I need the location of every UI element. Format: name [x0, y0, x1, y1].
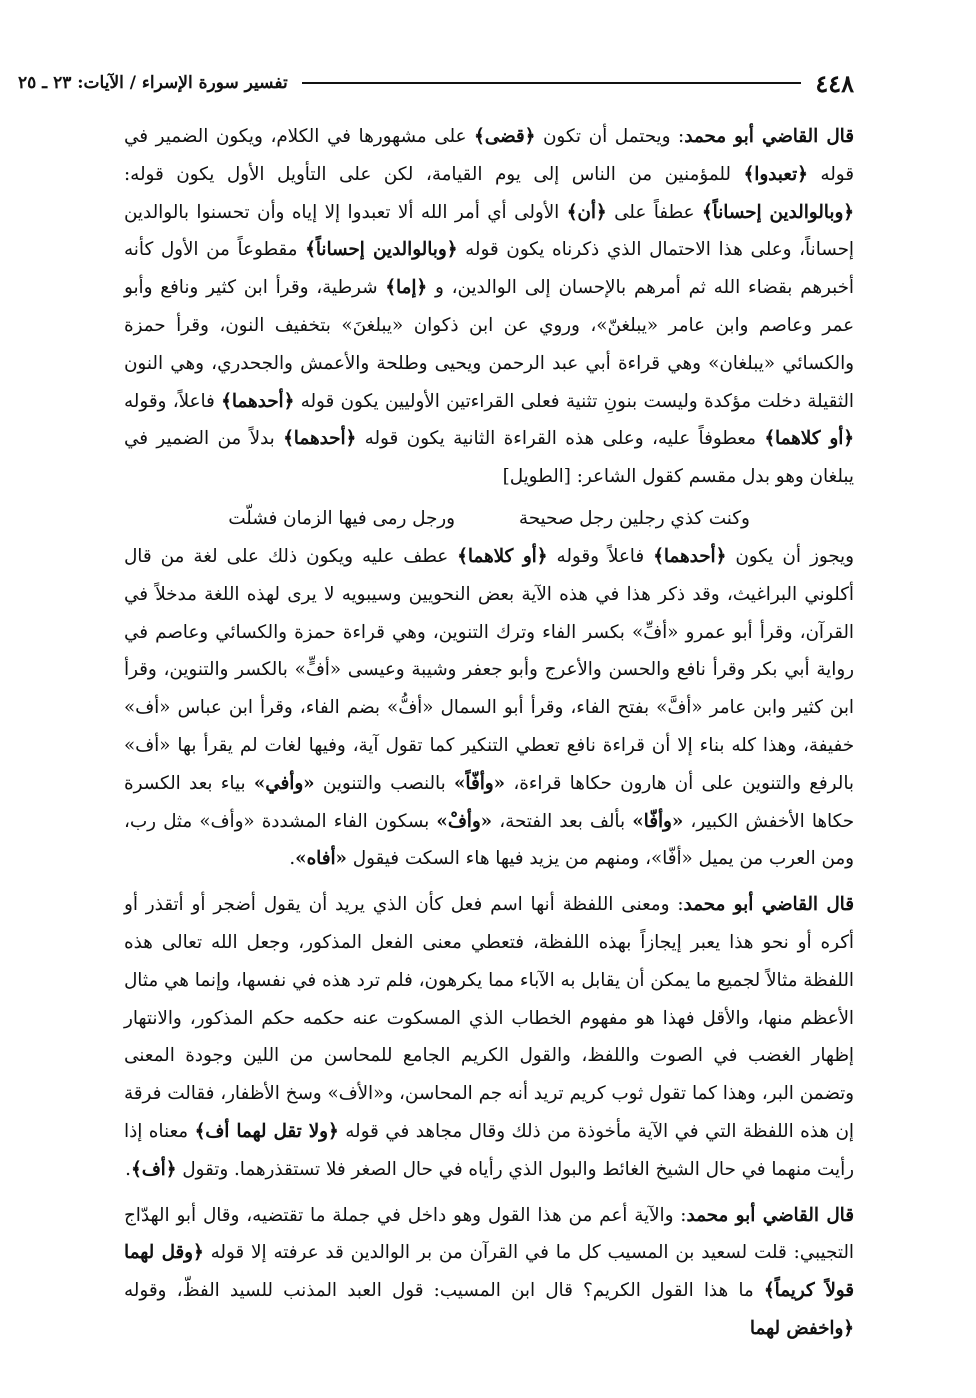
reading-variant: «وأفّا» — [632, 810, 684, 832]
reading-variant: «وأفّاً» — [453, 772, 506, 794]
text-run: بدلاً من الضمير في يبلغان وهو بدل مقسم كقول الشاعر: [الطويل] — [124, 428, 854, 488]
text-run: عطف عليه ويكون ذلك على لغة من قال أكلوني البراغيث، وقد ذكر هذا في هذه الآية بعض النحويين وسيبويه لا يرى لهذه اللغة مدخلاً في القرآن، وقرأ أبو عمرو «أفِّ» بكسر الفاء وترك التنوين، وهي قراءة حمزة والكسائي وعاصم في رواية أبي بكر وقرأ نافع والحسن والأعرج وأبو جعفر وشيبة وعيسى «أفٍّ» بالكسر والتنوين، وقرأ ابن كثير وابن عامر «أفَّ» بفتح الفاء، وقرأ أبو السمال «أفُّ» بضم الفاء، وقرأ ابن عباس «أف» خفيفة، وهذا كله بناء إلا أن قراءة نافع تعطي التنكير كما تقول آية، وفيها لغات لم يقرأ بها «أف» بالرفع والتنوين على أن هارون حكاها قراءة، — [124, 545, 854, 794]
text-run: : ويحتمل أن تكون — [535, 126, 685, 147]
text-run: شرطية، وقرأ ابن كثير ونافع وأبو عمر وعاصم وابن عامر «يبلغنّ»، وروي عن ابن ذكوان «يبلغنَ» بتخفيف النون، وقرأ حمزة والكسائي «يبلغان» وهي قراءة أبي عبد الرحمن ويحيى وطلحة والأعمش والجحدري، وهي النون الثقيلة دخلت مؤكدة وليست بنونِ تثنية فعلى القراءتين الأوليين يكون قوله — [124, 277, 855, 412]
text-run: بالنصب والتنوين — [314, 772, 454, 794]
quran-quote: ﴿إما﴾ — [385, 277, 428, 299]
quran-quote: ﴿وبالوالدين إحساناً﴾ — [305, 239, 458, 261]
quran-quote: ﴿واخفض لهما — [749, 1317, 854, 1339]
paragraph — [124, 118, 854, 496]
quran-quote: ﴿أحدهما﴾ — [221, 390, 295, 412]
reading-variant: «وأفي» — [253, 772, 315, 794]
quran-quote: ﴿أو كلاهما﴾ — [457, 545, 548, 567]
speaker-label: قال القاضي أبو محمد — [683, 894, 854, 916]
paragraph — [124, 886, 854, 1188]
text-run: : والآية أعم من هذا القول وهو داخل في جملة ما تقتضيه، وقال أبو الهدّاج التجيبي: قلت لسعيد بن المسيب كل ما في القرآن من بر الوالدين قد عرفته إلا قوله — [124, 1204, 854, 1264]
text-run: : ومعنى اللفظة أنها اسم فعل كأن الذي يريد أن يقول أضجر أو أتقذر أو أكره أو نحو هذا يعبر إيجازاً بهذه اللفظة، فتعطي معنى الفعل المذكور، وجعل الله تعالى هذه اللفظة مثالاً لجميع ما يمكن أن يقابل به الآباء مما يكرهون، فلم ترد هذه في نفسها، وإنما هي مثال الأعظم منها، والأقل فهذا هو مفهوم الخطاب الذي المسكوت عنه حكمه حكم المذكور، والانتهار إظهار الغضب في الصوت واللفظ، والقول الكريم الجامع للمحاسن من اللين وجودة المعنى وتضمن البر، وهذا كما تقول ثوب كريم تريد أنه جم المحاسن، و«الأف» وسخ الأظفار، فقالت فرقة إن هذه اللفظة التي في الآية مأخوذة من ذلك وقال مجاهد في قوله — [124, 894, 854, 1142]
text-run: بألف بعد الفتحة، — [492, 810, 633, 832]
quran-quote: ﴿أن﴾ — [566, 201, 607, 223]
header-rule — [302, 82, 802, 84]
reading-variant: «وأفْ» — [436, 810, 493, 832]
poetry-verse — [124, 500, 854, 538]
verse-hemistich-first: وكنت كذي رجلين رجل صحيحة — [518, 507, 750, 529]
speaker-label: قال القاضي أبو محمد — [684, 126, 854, 147]
text-run: فاعلاً، وقوله — [124, 390, 222, 412]
quran-quote: ﴿وبالوالدين إحساناً﴾ — [701, 201, 854, 223]
text-run: ويجوز أن يكون — [726, 545, 854, 567]
quran-quote: ﴿أو كلاهما﴾ — [764, 428, 854, 450]
text-run: ما هذا القول الكريم؟ قال ابن المسيب: قول العبد المذنب للسيد الفظّ، وقوله — [124, 1280, 764, 1302]
page-body — [124, 118, 854, 1348]
text-run: مقطوعاً من الأول كأنه أخبرهم بقضاء الله ثم أمرهم بالإحسان إلى الوالدين، و — [124, 239, 854, 299]
text-run: الأولى أي أمر الله ألا تعبدوا إلا إياه وأن تحسنوا بالوالدين إحساناً، وعلى هذا الاحتمال الذي ذكرناه يكون قوله — [124, 201, 854, 261]
paragraph — [124, 1197, 854, 1348]
paragraph — [124, 538, 854, 878]
text-run: على مشهورها في الكلام، ويكون الضمير في قوله — [124, 126, 854, 185]
text-run: بسكون الفاء المشددة «وأف» مثل رب، ومن العرب من يميل «أفّا»، ومنهم من يزيد فيها هاء السكت فيقول — [124, 810, 854, 870]
text-run: بياء بعد الكسرة حكاها الأخفش الكبير، — [124, 772, 854, 832]
quran-quote: ﴿أف﴾ — [130, 1158, 177, 1180]
running-title: تفسير سورة الإسراء / الآيات: ٢٣ ـ ٢٥ — [18, 73, 288, 93]
text-run: فاعلاً وقوله — [547, 545, 654, 567]
text-run: للمؤمنين من الناس إلى يوم القيامة، لكن على التأويل الأول يكون قوله: — [124, 163, 744, 185]
running-header — [18, 66, 854, 100]
text-run: . — [289, 848, 296, 870]
quran-quote: ﴿قضى﴾ — [474, 126, 536, 147]
text-run: عطفاً على — [606, 201, 702, 223]
quran-quote: ﴿تعبدوا﴾ — [743, 163, 808, 185]
text-run: معطوفاً عليه، وعلى هذه القراءة الثانية يكون قوله — [356, 428, 765, 450]
speaker-label: قال القاضي أبو محمد — [686, 1204, 854, 1226]
text-run: معناه إذا رأيت منهما في حال الشيخ الغائط والبول الذي رأياه في حال الصغر فلا تستقذرهما. وتقول — [124, 1120, 854, 1180]
quran-quote: ﴿ولا تقل لهما أف﴾ — [194, 1120, 339, 1142]
page-number: ٤٤٨ — [815, 68, 854, 98]
quran-quote: ﴿أحدهما﴾ — [653, 545, 727, 567]
text-run: . — [125, 1158, 131, 1180]
reading-variant: «أفاه» — [295, 848, 347, 870]
quran-quote: ﴿وقل لهما قولاً كريماً﴾ — [124, 1242, 854, 1302]
quran-quote: ﴿أحدهما﴾ — [283, 428, 357, 450]
verse-hemistich-second: ورجل رمى فيها الزمان فشلّت — [228, 507, 455, 529]
